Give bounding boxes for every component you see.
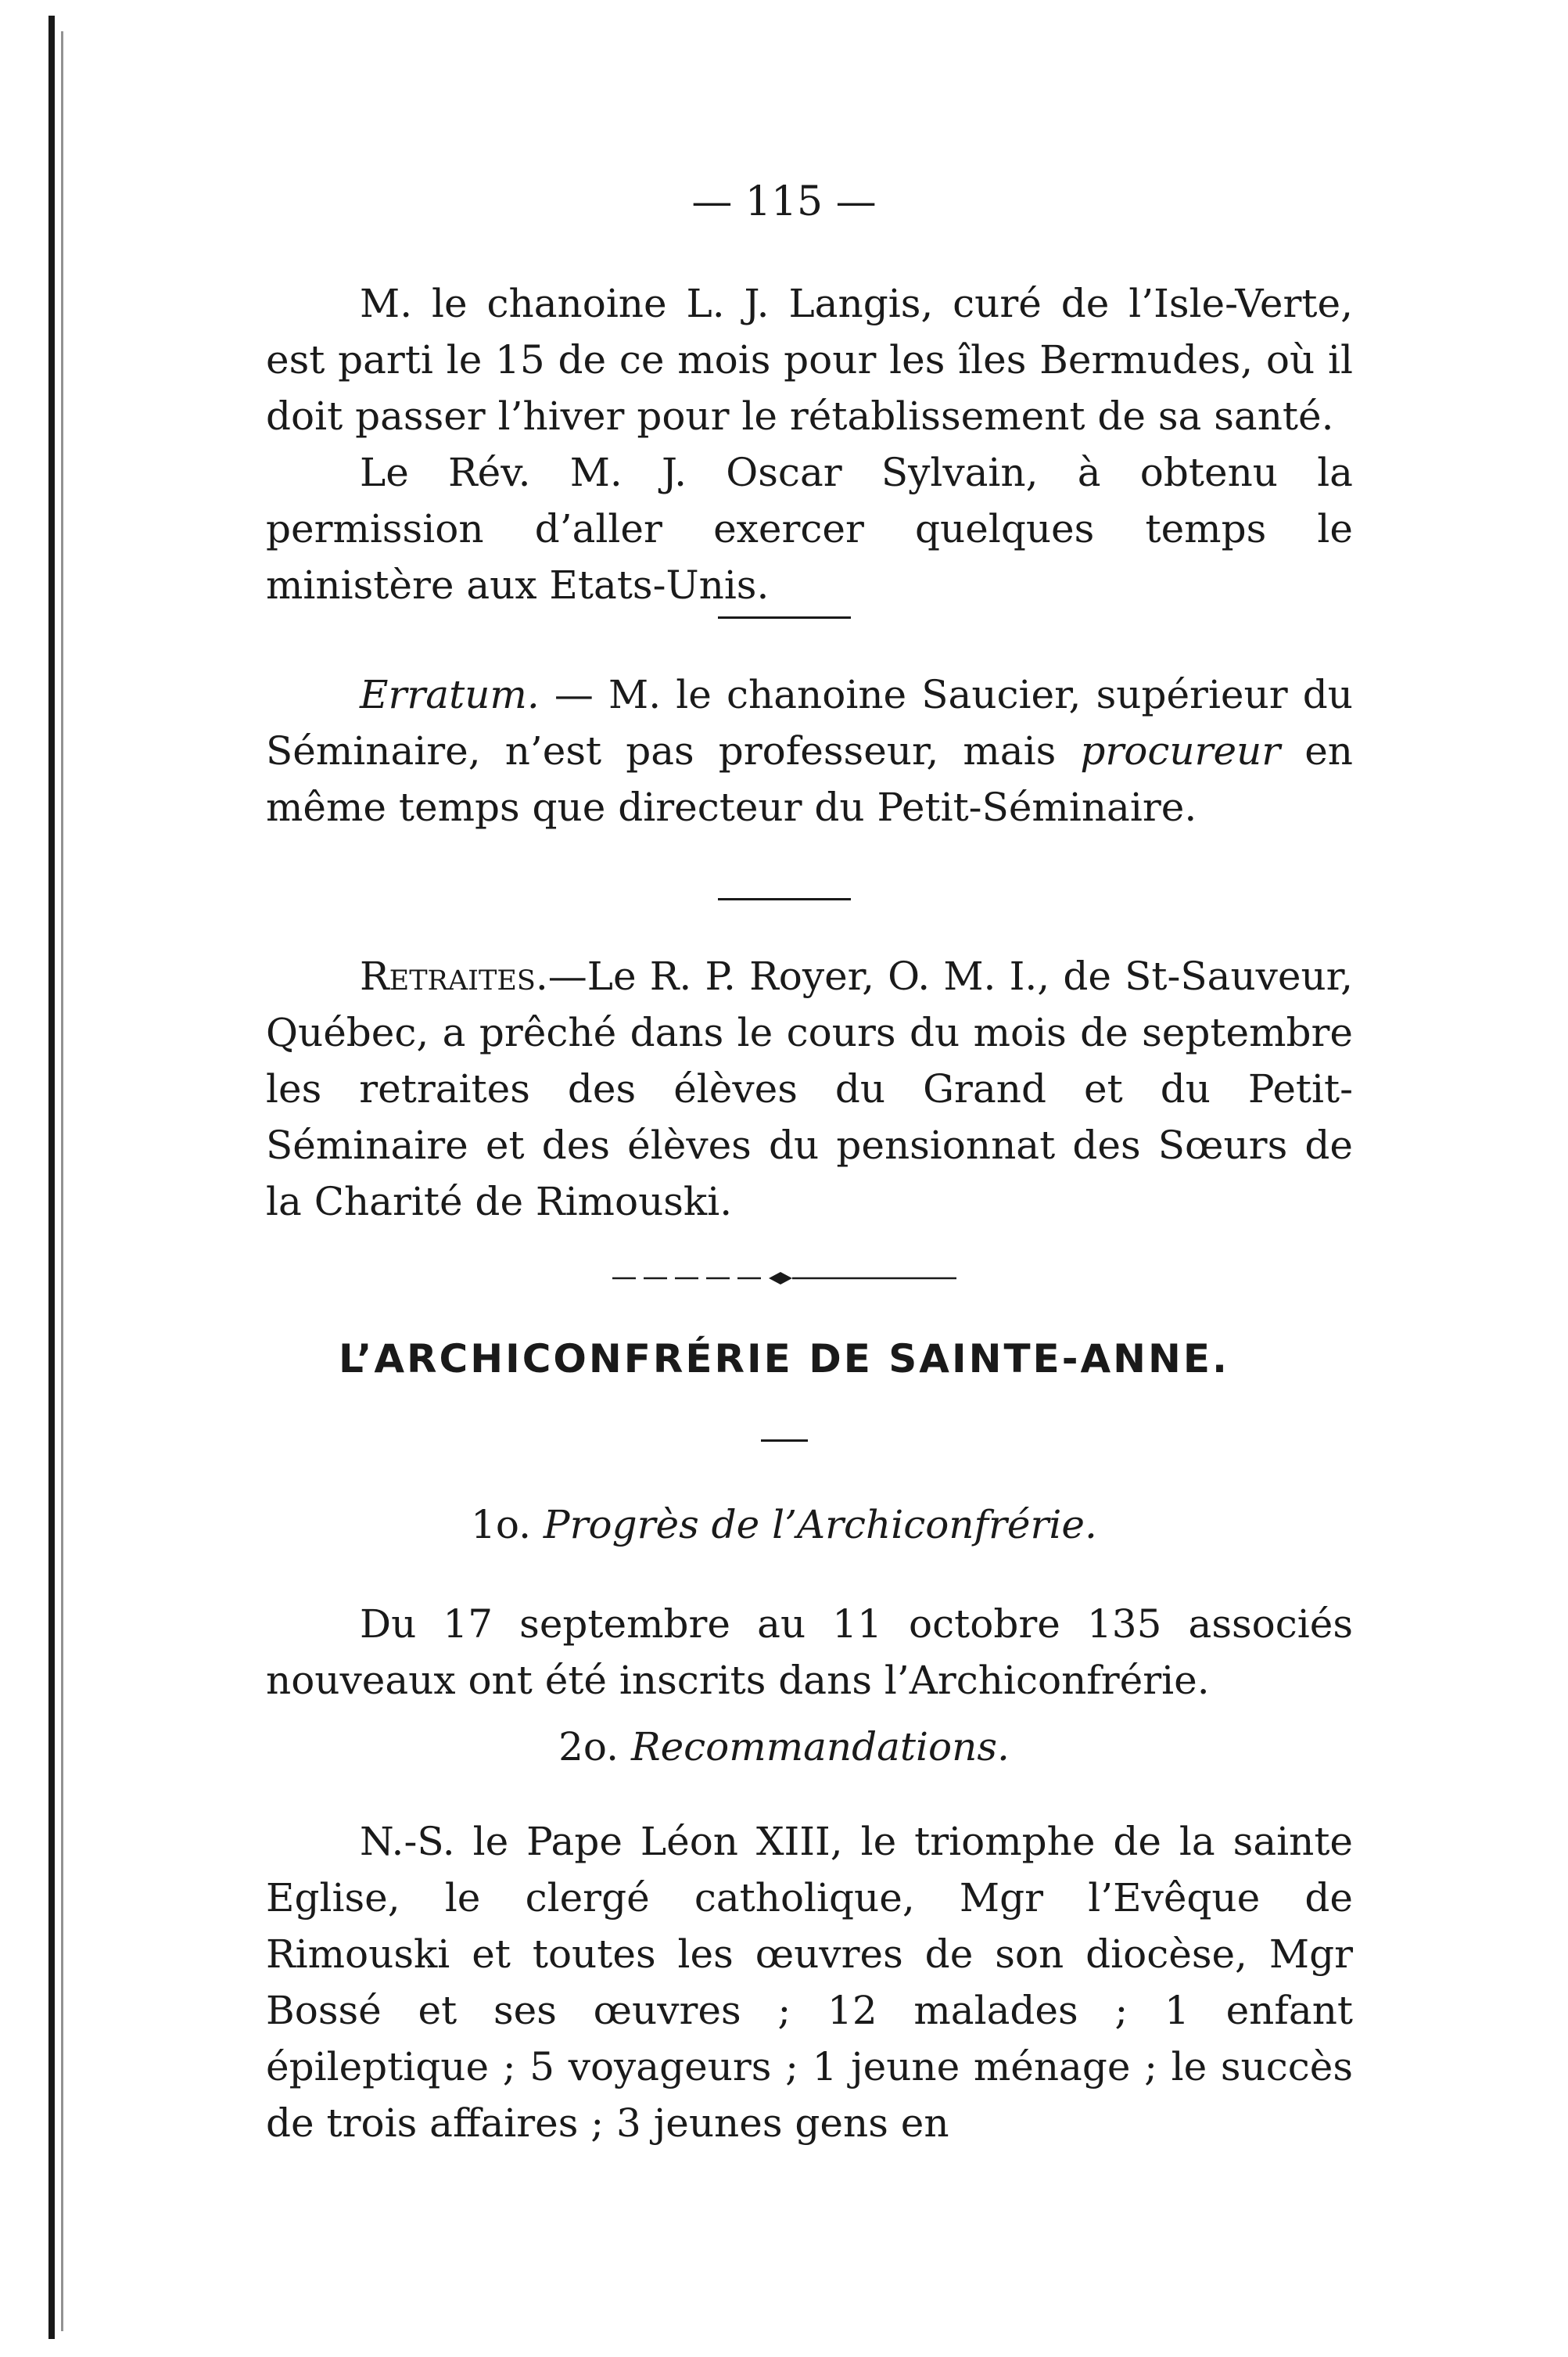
paragraph-erratum	[266, 666, 1353, 835]
erratum-text: — M. le chanoine Saucier, supérieur du Séminaire, n’est pas professeur, mais	[266, 672, 1353, 774]
section-rule	[0, 616, 1568, 619]
ornamental-divider	[0, 1269, 1568, 1291]
paragraph-retraites	[266, 948, 1353, 1230]
subheading-recommandations	[0, 1724, 1568, 1770]
erratum-end: en même temps que directeur du Petit-Séminaire.	[266, 728, 1354, 830]
section-title: L’ARCHICONFRÉRIE DE SAINTE-ANNE.	[339, 1336, 1229, 1382]
erratum-label: Erratum.	[360, 672, 540, 717]
retraites-label: Retraites.	[360, 954, 548, 999]
page-binding-shadow	[61, 31, 63, 2331]
paragraph-sylvain: Le Rév. M. J. Oscar Sylvain, à obtenu la permission d’aller exercer quelques temps le ministère aux Etats-Unis.	[266, 450, 1353, 608]
paragraph-langis: M. le chanoine L. J. Langis, curé de l’Isle-Verte, est parti le 15 de ce mois pour les îles Bermudes, où il doit passer l’hiver pour le rétablissement de sa santé.	[266, 281, 1353, 439]
subheading-title: Progrès de l’Archiconfrérie.	[543, 1502, 1097, 1547]
page-binding-edge	[48, 16, 55, 2339]
paragraph-progres: Du 17 septembre au 11 octobre 135 associés nouveaux ont été inscrits dans l’Archiconfrérie.	[266, 1601, 1353, 1703]
paragraph-recommandations: N.-S. le Pape Léon XIII, le triomphe de la sainte Eglise, le clergé catholique, Mgr l’Evêque de Rimouski et toutes les œuvres de son diocèse, Mgr Bossé et ses œuvres ; 12 malades ; 1 enfant épileptique ; 5 voyageurs ; 1 jeune ménage ; le succès de trois affaires ; 3 jeunes gens en	[266, 1819, 1353, 2146]
section-rule	[0, 898, 1568, 900]
retraites-text: —Le R. P. Royer, O. M. I., de St-Sauveur, Québec, a prêché dans le cours du mois de septembre les retraites des élèves du Grand et du Petit-Séminaire et des élèves du pensionnat des Sœurs de la Charité de Rimouski.	[266, 954, 1353, 1224]
page-number: — 115 —	[691, 178, 877, 225]
erratum-italic-word: procureur	[1080, 728, 1281, 774]
subheading-number: 2o.	[558, 1724, 631, 1770]
small-rule	[0, 1439, 1568, 1442]
subheading-title: Recommandations.	[630, 1724, 1010, 1770]
subheading-number: 1o.	[471, 1502, 544, 1547]
subheading-progres	[0, 1502, 1568, 1547]
